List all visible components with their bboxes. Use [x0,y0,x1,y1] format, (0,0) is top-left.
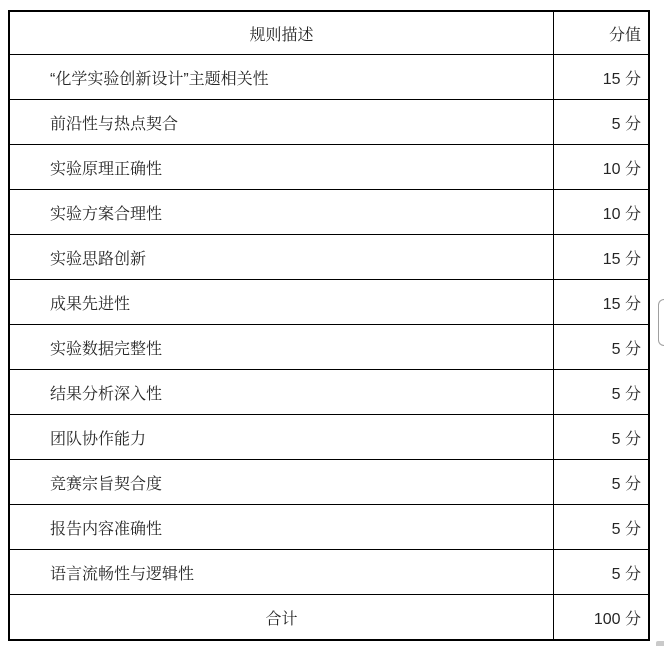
scrollbar-thumb[interactable] [658,299,664,346]
score-cell: 15 分 [602,295,641,313]
table-row [10,549,648,594]
rule-description-cell: 实验数据完整性 [10,325,554,369]
score-cell: 5 分 [611,565,641,583]
rule-description-cell: 语言流畅性与逻辑性 [10,550,554,594]
table-row [10,54,648,99]
rule-description-cell: 竞赛宗旨契合度 [10,460,554,504]
rule-description-cell: 报告内容准确性 [10,505,554,549]
table-row [10,369,648,414]
total-score-cell: 100 分 [593,610,641,628]
table-header-row [10,12,648,54]
rule-description-cell: 团队协作能力 [10,415,554,459]
corner-artifact [656,641,664,646]
score-cell: 10 分 [602,205,641,223]
table-row [10,504,648,549]
header-cell-rule-description: 规则描述 [10,12,554,54]
rule-description-cell: 实验思路创新 [10,235,554,279]
table-row [10,144,648,189]
table-row [10,234,648,279]
rule-description-cell: 实验原理正确性 [10,145,554,189]
table-row [10,279,648,324]
table-row [10,324,648,369]
rule-description-cell: 结果分析深入性 [10,370,554,414]
table-row [10,189,648,234]
score-cell: 5 分 [611,475,641,493]
table-total-row [10,594,648,639]
header-cell-score: 分值 [608,26,641,44]
rule-description-cell: 前沿性与热点契合 [10,100,554,144]
rule-description-cell: 成果先进性 [10,280,554,324]
score-cell: 5 分 [611,340,641,358]
score-cell: 5 分 [611,115,641,133]
score-cell: 15 分 [602,250,641,268]
table-row [10,414,648,459]
total-label-cell: 合计 [10,595,554,639]
table-row [10,99,648,144]
score-cell: 5 分 [611,520,641,538]
scoring-rubric-table [8,10,650,641]
rule-description-cell: “化学实验创新设计”主题相关性 [10,55,554,99]
rule-description-cell: 实验方案合理性 [10,190,554,234]
table-row [10,459,648,504]
score-cell: 10 分 [602,160,641,178]
score-cell: 15 分 [602,70,641,88]
score-cell: 5 分 [611,430,641,448]
score-cell: 5 分 [611,385,641,403]
